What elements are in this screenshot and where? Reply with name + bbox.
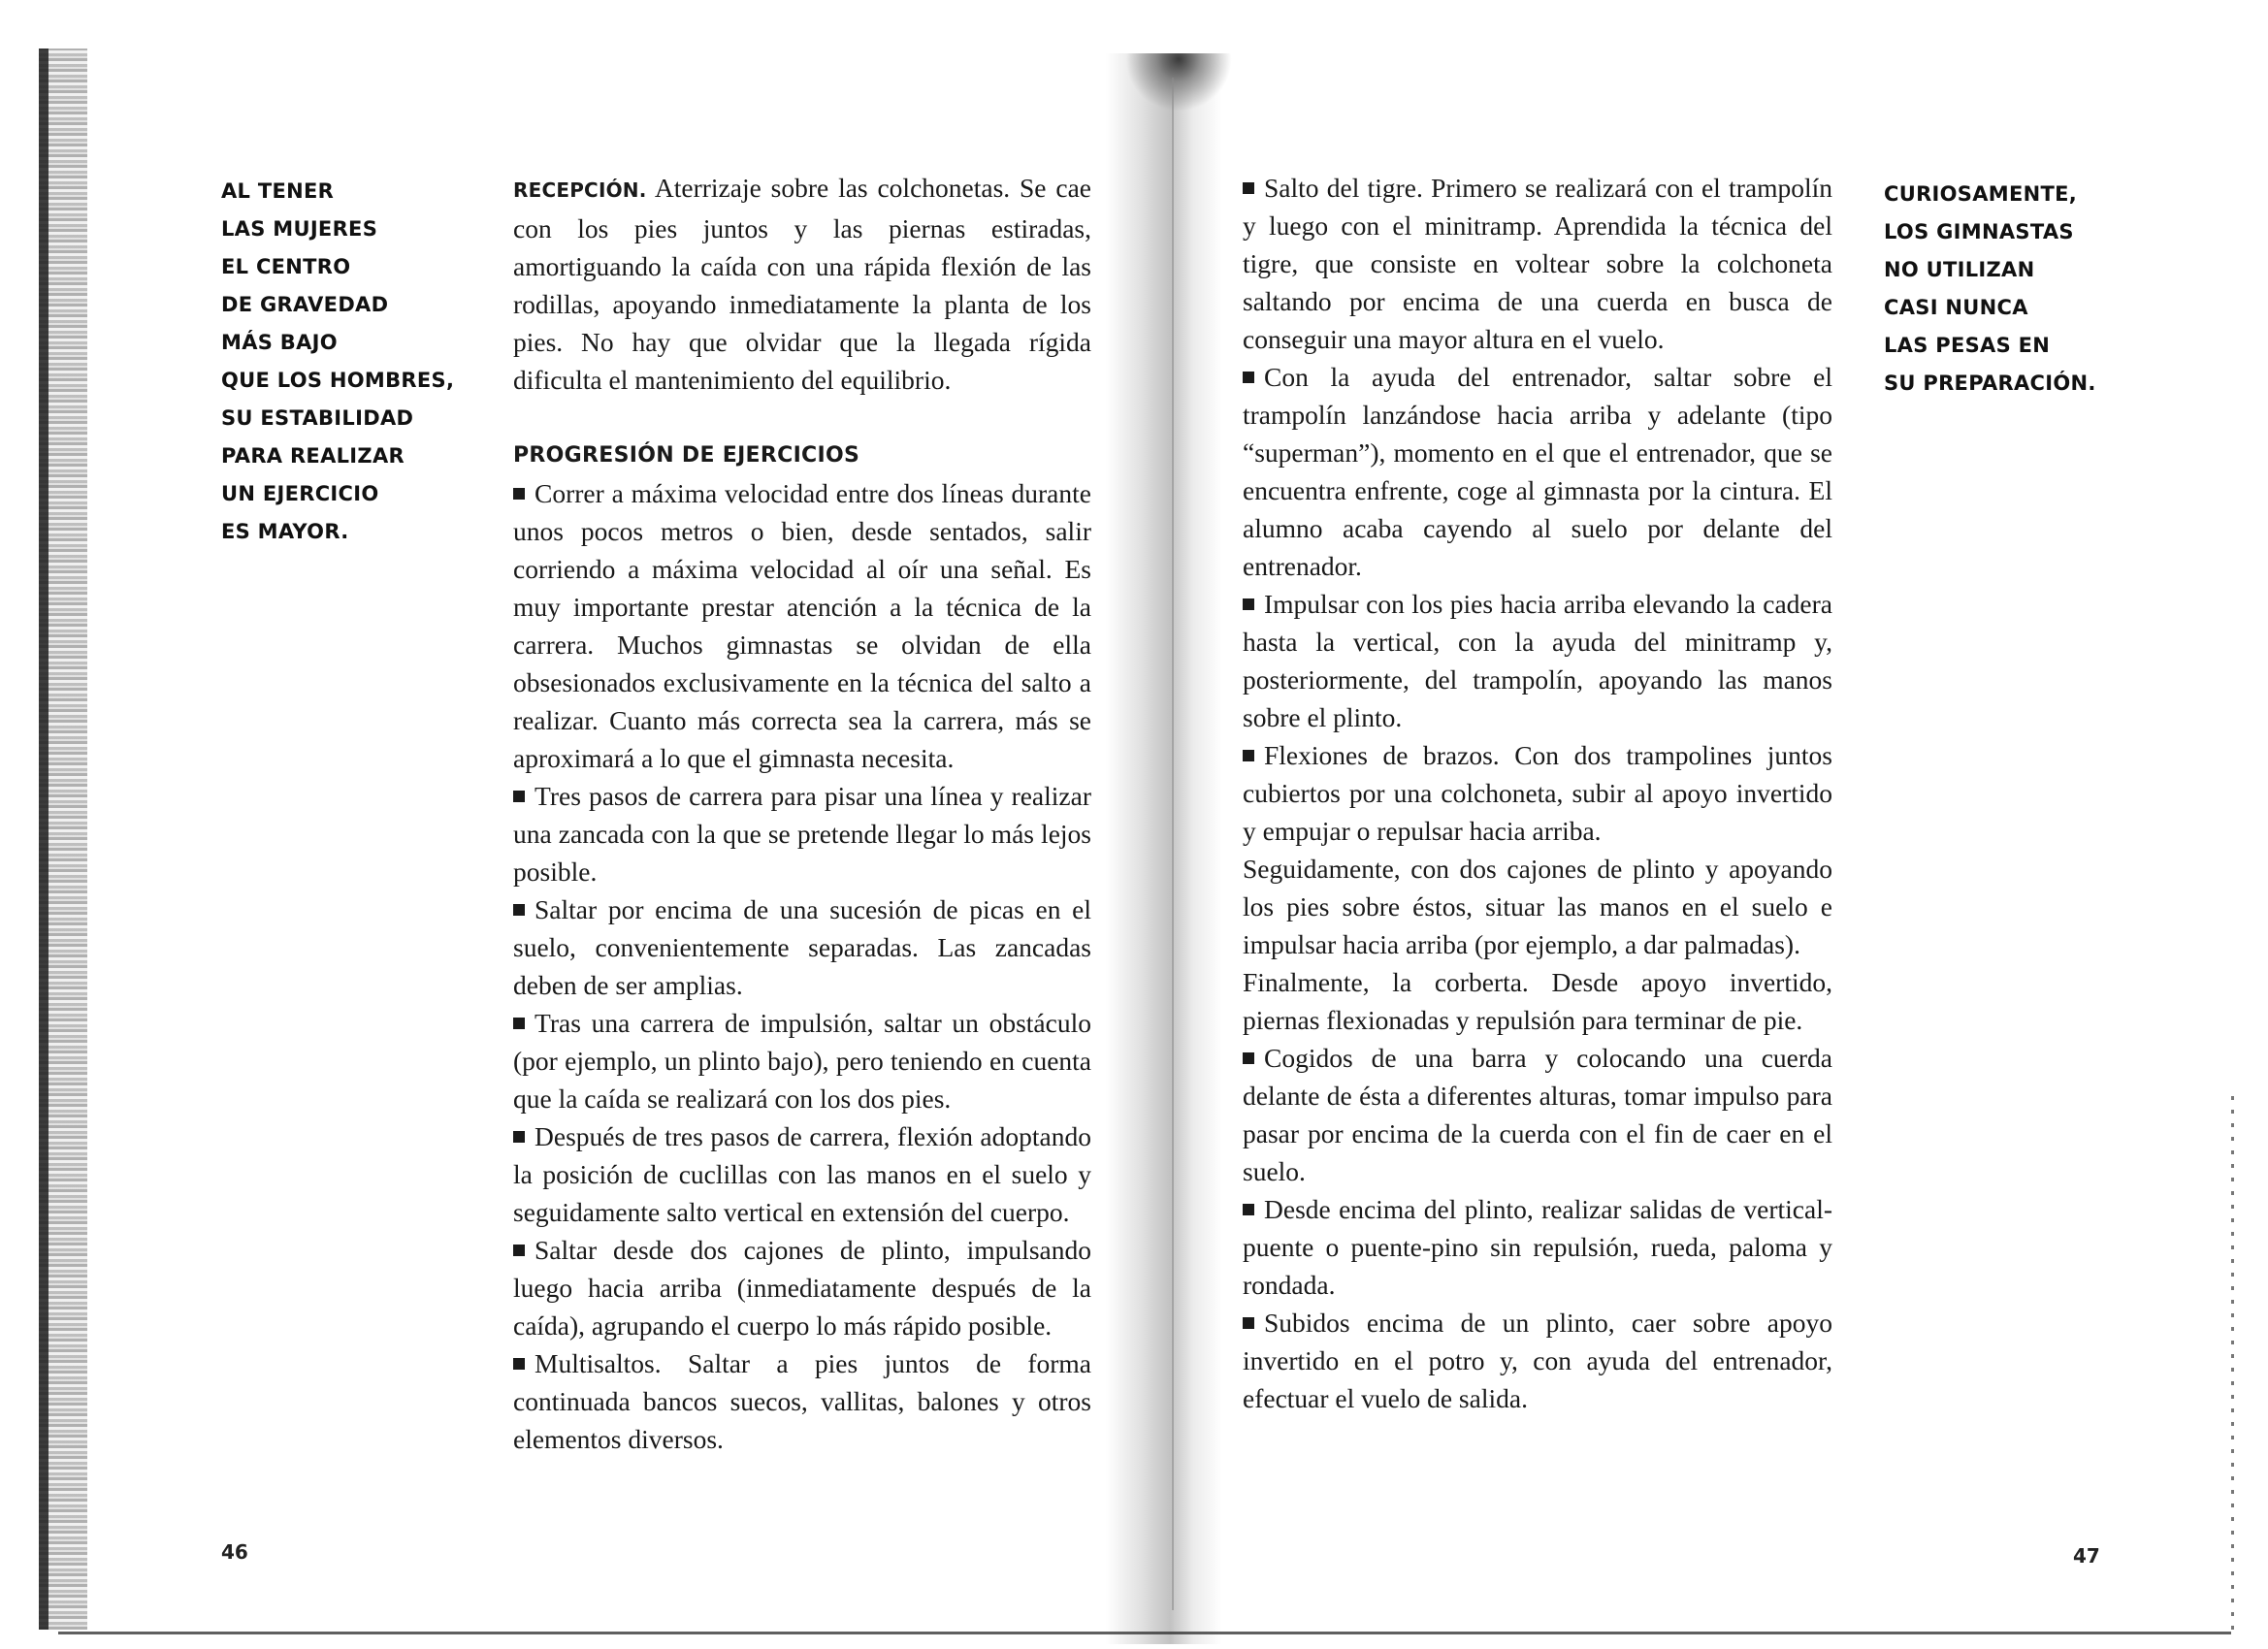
sidenote-line: ES MAYOR.: [221, 520, 349, 543]
right-page-body: [1243, 169, 1832, 1417]
list-item: Cogidos de una barra y colocando una cuerda delante de ésta a diferentes alturas, tomar impulso para pasar por encima de la cuerda con el fin de caer en el suelo.: [1243, 1043, 1832, 1186]
sidenote-line: CASI NUNCA: [1884, 296, 2028, 319]
book-gutter-top-shadow: [1125, 53, 1232, 112]
list-item: Multisaltos. Saltar a pies juntos de forma continuada bancos suecos, vallitas, balones y otros elementos diversos.: [513, 1348, 1091, 1454]
list-item: Saltar por encima de una sucesión de picas en el suelo, convenientemente separadas. Las zancadas deben de ser amplias.: [513, 894, 1091, 1000]
left-page-body: [513, 169, 1091, 1458]
list-item: Impulsar con los pies hacia arriba elevando la cadera hasta la vertical, con la ayuda del minitramp y, posteriormente, del trampolín, apoyando las manos sobre el plinto.: [1243, 589, 1832, 732]
sidenote-line: LOS GIMNASTAS: [1884, 220, 2074, 243]
square-bullet-icon: [513, 904, 525, 916]
sidenote-line: LAS PESAS EN: [1884, 334, 2051, 357]
list-item: Salto del tigre. Primero se realizará con el trampolín y luego con el minitramp. Aprendida la técnica del tigre, que consiste en voltear sobre la colchoneta saltando por encima de una cuerda en busca de conseguir una mayor altura en el vuelo.: [1243, 173, 1832, 354]
list-item: Desde encima del plinto, realizar salidas de vertical-puente o puente-pino sin repulsión, rueda, paloma y rondada.: [1243, 1194, 1832, 1300]
square-bullet-icon: [1243, 1204, 1254, 1215]
sidenote-line: AL TENER: [221, 179, 335, 203]
book-gutter-shadow: [1106, 53, 1222, 1644]
sidenote-line: DE GRAVEDAD: [221, 293, 389, 316]
sidenote-line: QUE LOS HOMBRES,: [221, 369, 455, 392]
page-number-right: 47: [2073, 1544, 2100, 1568]
sidenote-line: NO UTILIZAN: [1884, 258, 2035, 281]
sidenote-line: UN EJERCICIO: [221, 482, 379, 505]
square-bullet-icon: [1243, 182, 1254, 194]
scan-edge-right-dots: [2231, 1086, 2234, 1630]
reception-paragraph: [513, 169, 1091, 399]
sidenote-line: LAS MUJERES: [221, 217, 378, 241]
square-bullet-icon: [513, 1358, 525, 1370]
sidenote-line: PARA REALIZAR: [221, 444, 405, 468]
list-item: Después de tres pasos de carrera, flexión adoptando la posición de cuclillas con las manos en el suelo y seguidamente salto vertical en extensión del cuerpo.: [513, 1121, 1091, 1227]
square-bullet-icon: [1243, 372, 1254, 383]
section-heading: PROGRESIÓN DE EJERCICIOS: [513, 443, 860, 468]
left-sidenote: [221, 173, 454, 551]
scan-edge-dark-strip: [39, 48, 49, 1630]
reception-text: Aterrizaje sobre las colchonetas. Se cae con los pies juntos y las piernas estiradas, amortiguando la caída con una rápida flexión de las rodillas, apoyando inmediatamente la planta de los pies. No hay que olvidar que la llegada rígida dificulta el mantenimiento del equilibrio.: [513, 173, 1091, 395]
list-item: Flexiones de brazos. Con dos trampolines juntos cubiertos por una colchoneta, subir al apoyo invertido y empujar o repulsar hacia arriba.: [1243, 740, 1832, 846]
square-bullet-icon: [1243, 598, 1254, 610]
sidenote-line: EL CENTRO: [221, 255, 351, 278]
list-item: Tras una carrera de impulsión, saltar un obstáculo (por ejemplo, un plinto bajo), pero teniendo en cuenta que la caída se realizará con los dos pies.: [513, 1008, 1091, 1114]
square-bullet-icon: [1243, 750, 1254, 761]
list-item: Correr a máxima velocidad entre dos líneas durante unos pocos metros o bien, desde sentados, salir corriendo a máxima velocidad al oír una señal. Es muy importante prestar atención a la técnica de la carrera. Muchos gimnastas se olvidan de ella obsesionados exclusivamente en la técnica del salto a realizar. Cuanto más correcta sea la carrera, más se aproximará a lo que el gimnasta necesita.: [513, 478, 1091, 773]
right-sidenote: [1884, 176, 2096, 403]
sidenote-line: MÁS BAJO: [221, 331, 338, 354]
body-paragraph: Seguidamente, con dos cajones de plinto y apoyando los pies sobre éstos, situar las manos en el suelo e impulsar hacia arriba (por ejemplo, a dar palmadas).: [1243, 854, 1832, 959]
square-bullet-icon: [513, 1245, 525, 1256]
list-item: Subidos encima de un plinto, caer sobre apoyo invertido en el potro y, con ayuda del entrenador, efectuar el vuelo de salida.: [1243, 1308, 1832, 1413]
square-bullet-icon: [513, 1131, 525, 1143]
square-bullet-icon: [513, 791, 525, 802]
sidenote-line: SU PREPARACIÓN.: [1884, 372, 2096, 395]
sidenote-line: SU ESTABILIDAD: [221, 406, 414, 430]
square-bullet-icon: [513, 1018, 525, 1029]
list-item: Tres pasos de carrera para pisar una línea y realizar una zancada con la que se pretende llegar lo más lejos posible.: [513, 781, 1091, 887]
reception-lead: RECEPCIÓN.: [513, 178, 647, 202]
square-bullet-icon: [513, 488, 525, 500]
list-item: Saltar desde dos cajones de plinto, impulsando luego hacia arriba (inmediatamente después de la caída), agrupando el cuerpo lo más rápido posible.: [513, 1235, 1091, 1341]
square-bullet-icon: [1243, 1052, 1254, 1064]
page-number-left: 46: [221, 1540, 248, 1564]
page-bottom-edge: [58, 1632, 2231, 1634]
sidenote-line: CURIOSAMENTE,: [1884, 182, 2078, 206]
square-bullet-icon: [1243, 1317, 1254, 1329]
body-paragraph: Finalmente, la corberta. Desde apoyo invertido, piernas flexionadas y repulsión para terminar de pie.: [1243, 967, 1832, 1035]
book-gutter-fold: [1172, 78, 1174, 1610]
list-item: Con la ayuda del entrenador, saltar sobre el trampolín lanzándose hacia arriba y adelante (tipo “superman”), momento en el que el entrenador, que se encuentra enfrente, coge al gimnasta por la cintura. El alumno acaba cayendo al suelo por delante del entrenador.: [1243, 362, 1832, 581]
